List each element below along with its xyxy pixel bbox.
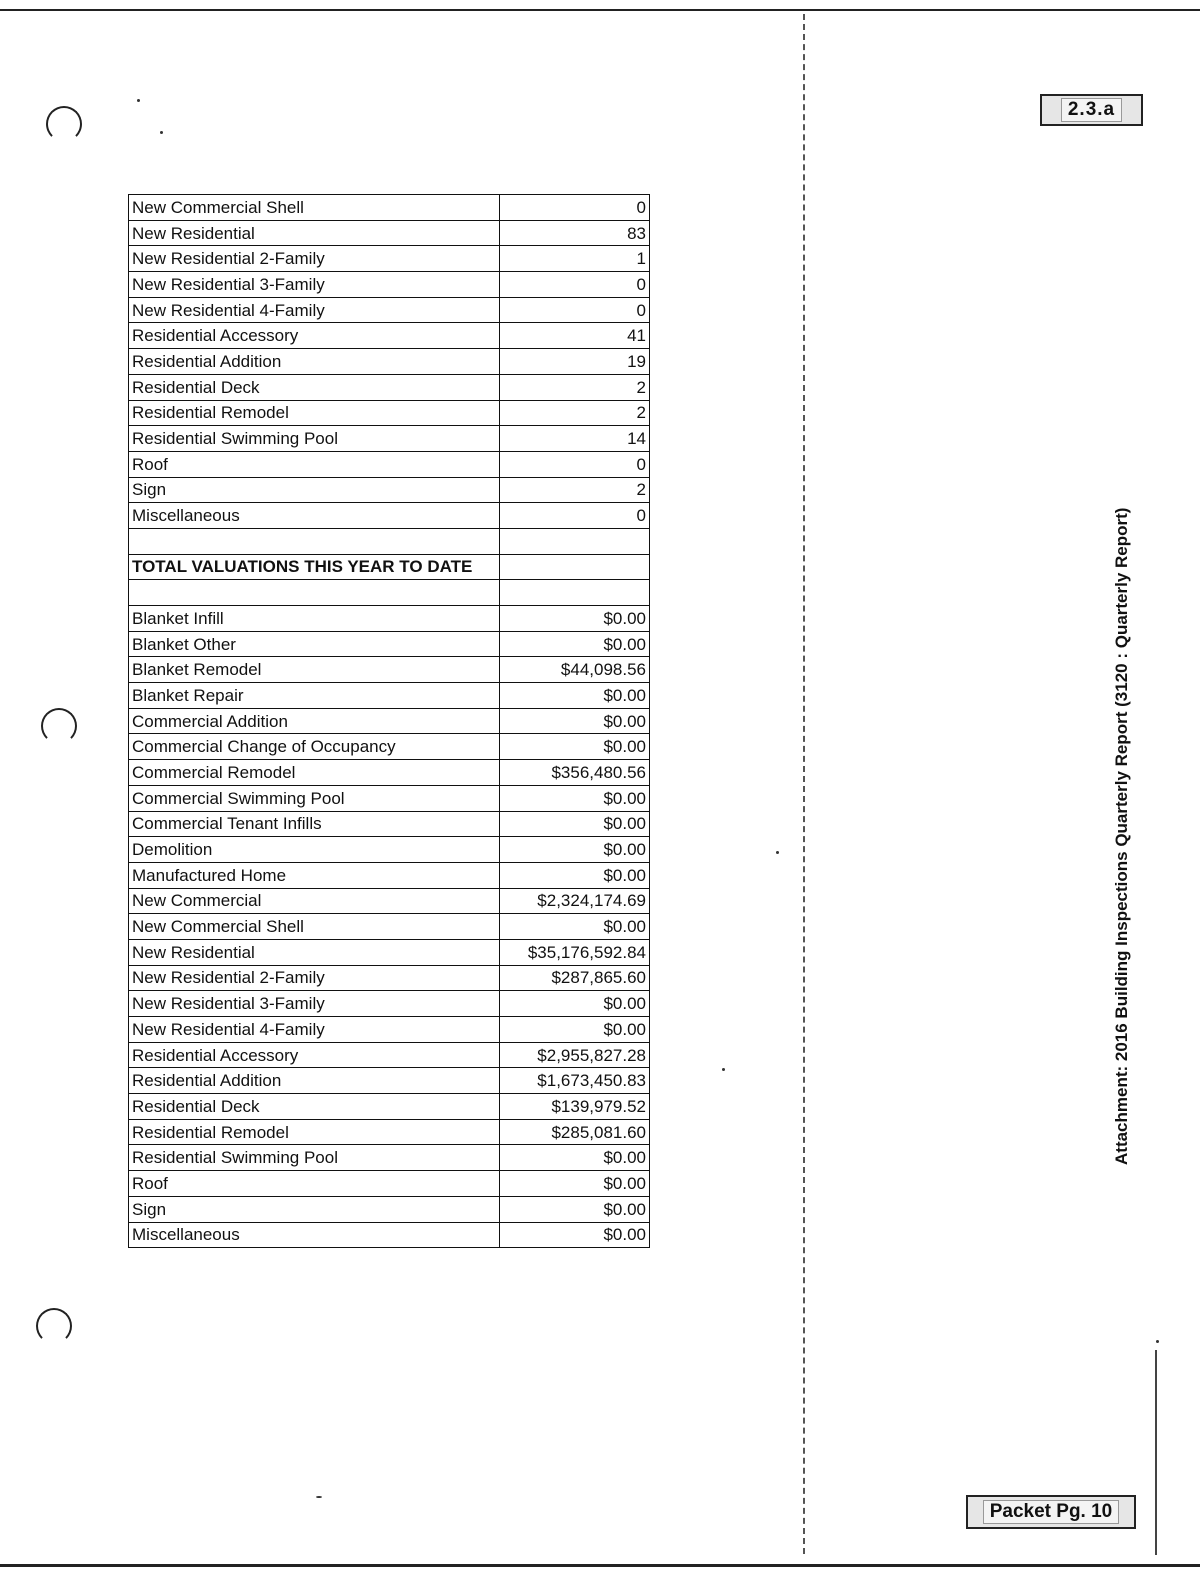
row-value: $2,955,827.28 [500,1042,650,1068]
row-value: 2 [500,477,650,503]
table-row [129,811,650,837]
row-value: $285,081.60 [500,1119,650,1145]
row-value: $356,480.56 [500,760,650,786]
row-value: $0.00 [500,683,650,709]
table-row [129,965,650,991]
row-label: TOTAL VALUATIONS THIS YEAR TO DATE [129,554,500,580]
right-edge-line [1155,1350,1157,1555]
row-label: Miscellaneous [129,1222,500,1248]
row-value: 1 [500,246,650,272]
table-row [129,1119,650,1145]
row-value: $287,865.60 [500,965,650,991]
scan-speck [776,851,779,854]
row-label [129,528,500,554]
row-label: Demolition [129,837,500,863]
row-label: Residential Remodel [129,400,500,426]
row-value: $0.00 [500,1017,650,1043]
row-label: Commercial Tenant Infills [129,811,500,837]
scan-speck [1156,1340,1159,1343]
row-label: Commercial Remodel [129,760,500,786]
row-label: New Residential 3-Family [129,272,500,298]
row-label: Miscellaneous [129,503,500,529]
row-value: $0.00 [500,914,650,940]
row-label: New Residential 4-Family [129,1017,500,1043]
table-row [129,606,650,632]
table-row [129,991,650,1017]
row-label: Blanket Infill [129,606,500,632]
scan-speck [316,1496,322,1498]
table-row [129,1222,650,1248]
table-row [129,426,650,452]
row-value: 0 [500,503,650,529]
table-row [129,1042,650,1068]
row-value [500,554,650,580]
table-row [129,837,650,863]
packet-page-label: Packet Pg. 10 [983,1500,1120,1524]
row-label: Residential Accessory [129,1042,500,1068]
row-value: $0.00 [500,631,650,657]
row-label: New Residential 2-Family [129,965,500,991]
row-label: Sign [129,1196,500,1222]
table-row [129,1094,650,1120]
agenda-item-tag [1040,94,1143,126]
row-label: New Residential 4-Family [129,297,500,323]
row-value: $0.00 [500,862,650,888]
scan-speck [722,1068,725,1071]
table-row [129,580,650,606]
row-label: Commercial Swimming Pool [129,785,500,811]
row-label: Residential Deck [129,1094,500,1120]
table-row [129,503,650,529]
punch-hole [41,708,77,744]
row-value: 0 [500,451,650,477]
table-row [129,708,650,734]
row-value: $1,673,450.83 [500,1068,650,1094]
row-label: Manufactured Home [129,862,500,888]
row-label: Blanket Repair [129,683,500,709]
row-label: New Residential 2-Family [129,246,500,272]
punch-hole [46,106,82,142]
row-label: Residential Swimming Pool [129,426,500,452]
row-value: $0.00 [500,991,650,1017]
row-label: Roof [129,1171,500,1197]
table-row [129,220,650,246]
report-table-body [129,195,650,1248]
row-value: $139,979.52 [500,1094,650,1120]
row-value: $0.00 [500,785,650,811]
table-row [129,683,650,709]
bottom-rule [0,1564,1200,1567]
row-value: $0.00 [500,811,650,837]
row-label: New Residential [129,939,500,965]
row-value: $0.00 [500,606,650,632]
row-value: $0.00 [500,1222,650,1248]
row-value: 2 [500,400,650,426]
page-fold-divider [803,14,805,1554]
row-value: 2 [500,374,650,400]
row-label: Sign [129,477,500,503]
row-value: $2,324,174.69 [500,888,650,914]
row-value: $0.00 [500,1171,650,1197]
row-value: $0.00 [500,837,650,863]
attachment-side-title: Attachment: 2016 Building Inspections Quarterly Report (3120 : Quarterly Report) [1112,507,1131,1165]
row-label: Blanket Other [129,631,500,657]
row-value: 0 [500,195,650,221]
table-row [129,195,650,221]
table-row [129,939,650,965]
row-label: Residential Swimming Pool [129,1145,500,1171]
row-value: $35,176,592.84 [500,939,650,965]
scan-speck [160,131,163,134]
row-value: 19 [500,349,650,375]
row-label: Residential Addition [129,349,500,375]
row-label: Residential Remodel [129,1119,500,1145]
table-row [129,477,650,503]
table-row [129,862,650,888]
row-value: 0 [500,272,650,298]
table-row [129,914,650,940]
table-row [129,374,650,400]
row-label: New Residential 3-Family [129,991,500,1017]
row-label: Commercial Addition [129,708,500,734]
row-value [500,580,650,606]
table-row [129,400,650,426]
row-value: $0.00 [500,1196,650,1222]
top-rule [0,9,1200,11]
row-value: $0.00 [500,734,650,760]
row-value: 41 [500,323,650,349]
table-row [129,1017,650,1043]
row-label: New Residential [129,220,500,246]
table-row [129,1068,650,1094]
row-label: Residential Deck [129,374,500,400]
table-row [129,785,650,811]
permit-report-table [128,194,650,1248]
row-value: $0.00 [500,708,650,734]
table-row [129,734,650,760]
row-label [129,580,500,606]
table-row [129,528,650,554]
row-label: Roof [129,451,500,477]
row-label: New Commercial Shell [129,914,500,940]
table-row [129,657,650,683]
table-row [129,246,650,272]
table-row [129,760,650,786]
row-label: New Commercial Shell [129,195,500,221]
scan-speck [137,99,140,102]
table-row [129,272,650,298]
table-row [129,1196,650,1222]
table-row [129,554,650,580]
row-label: Blanket Remodel [129,657,500,683]
row-label: Residential Accessory [129,323,500,349]
row-value: 0 [500,297,650,323]
packet-page-tag [966,1495,1136,1529]
row-value: $0.00 [500,1145,650,1171]
table-row [129,1145,650,1171]
table-row [129,323,650,349]
table-row [129,888,650,914]
punch-hole [36,1308,72,1344]
row-value: $44,098.56 [500,657,650,683]
row-value [500,528,650,554]
agenda-item-label: 2.3.a [1061,98,1122,122]
table-row [129,451,650,477]
table-row [129,349,650,375]
table-row [129,297,650,323]
row-label: Commercial Change of Occupancy [129,734,500,760]
row-value: 14 [500,426,650,452]
table-row [129,631,650,657]
row-label: New Commercial [129,888,500,914]
row-value: 83 [500,220,650,246]
table-row [129,1171,650,1197]
row-label: Residential Addition [129,1068,500,1094]
